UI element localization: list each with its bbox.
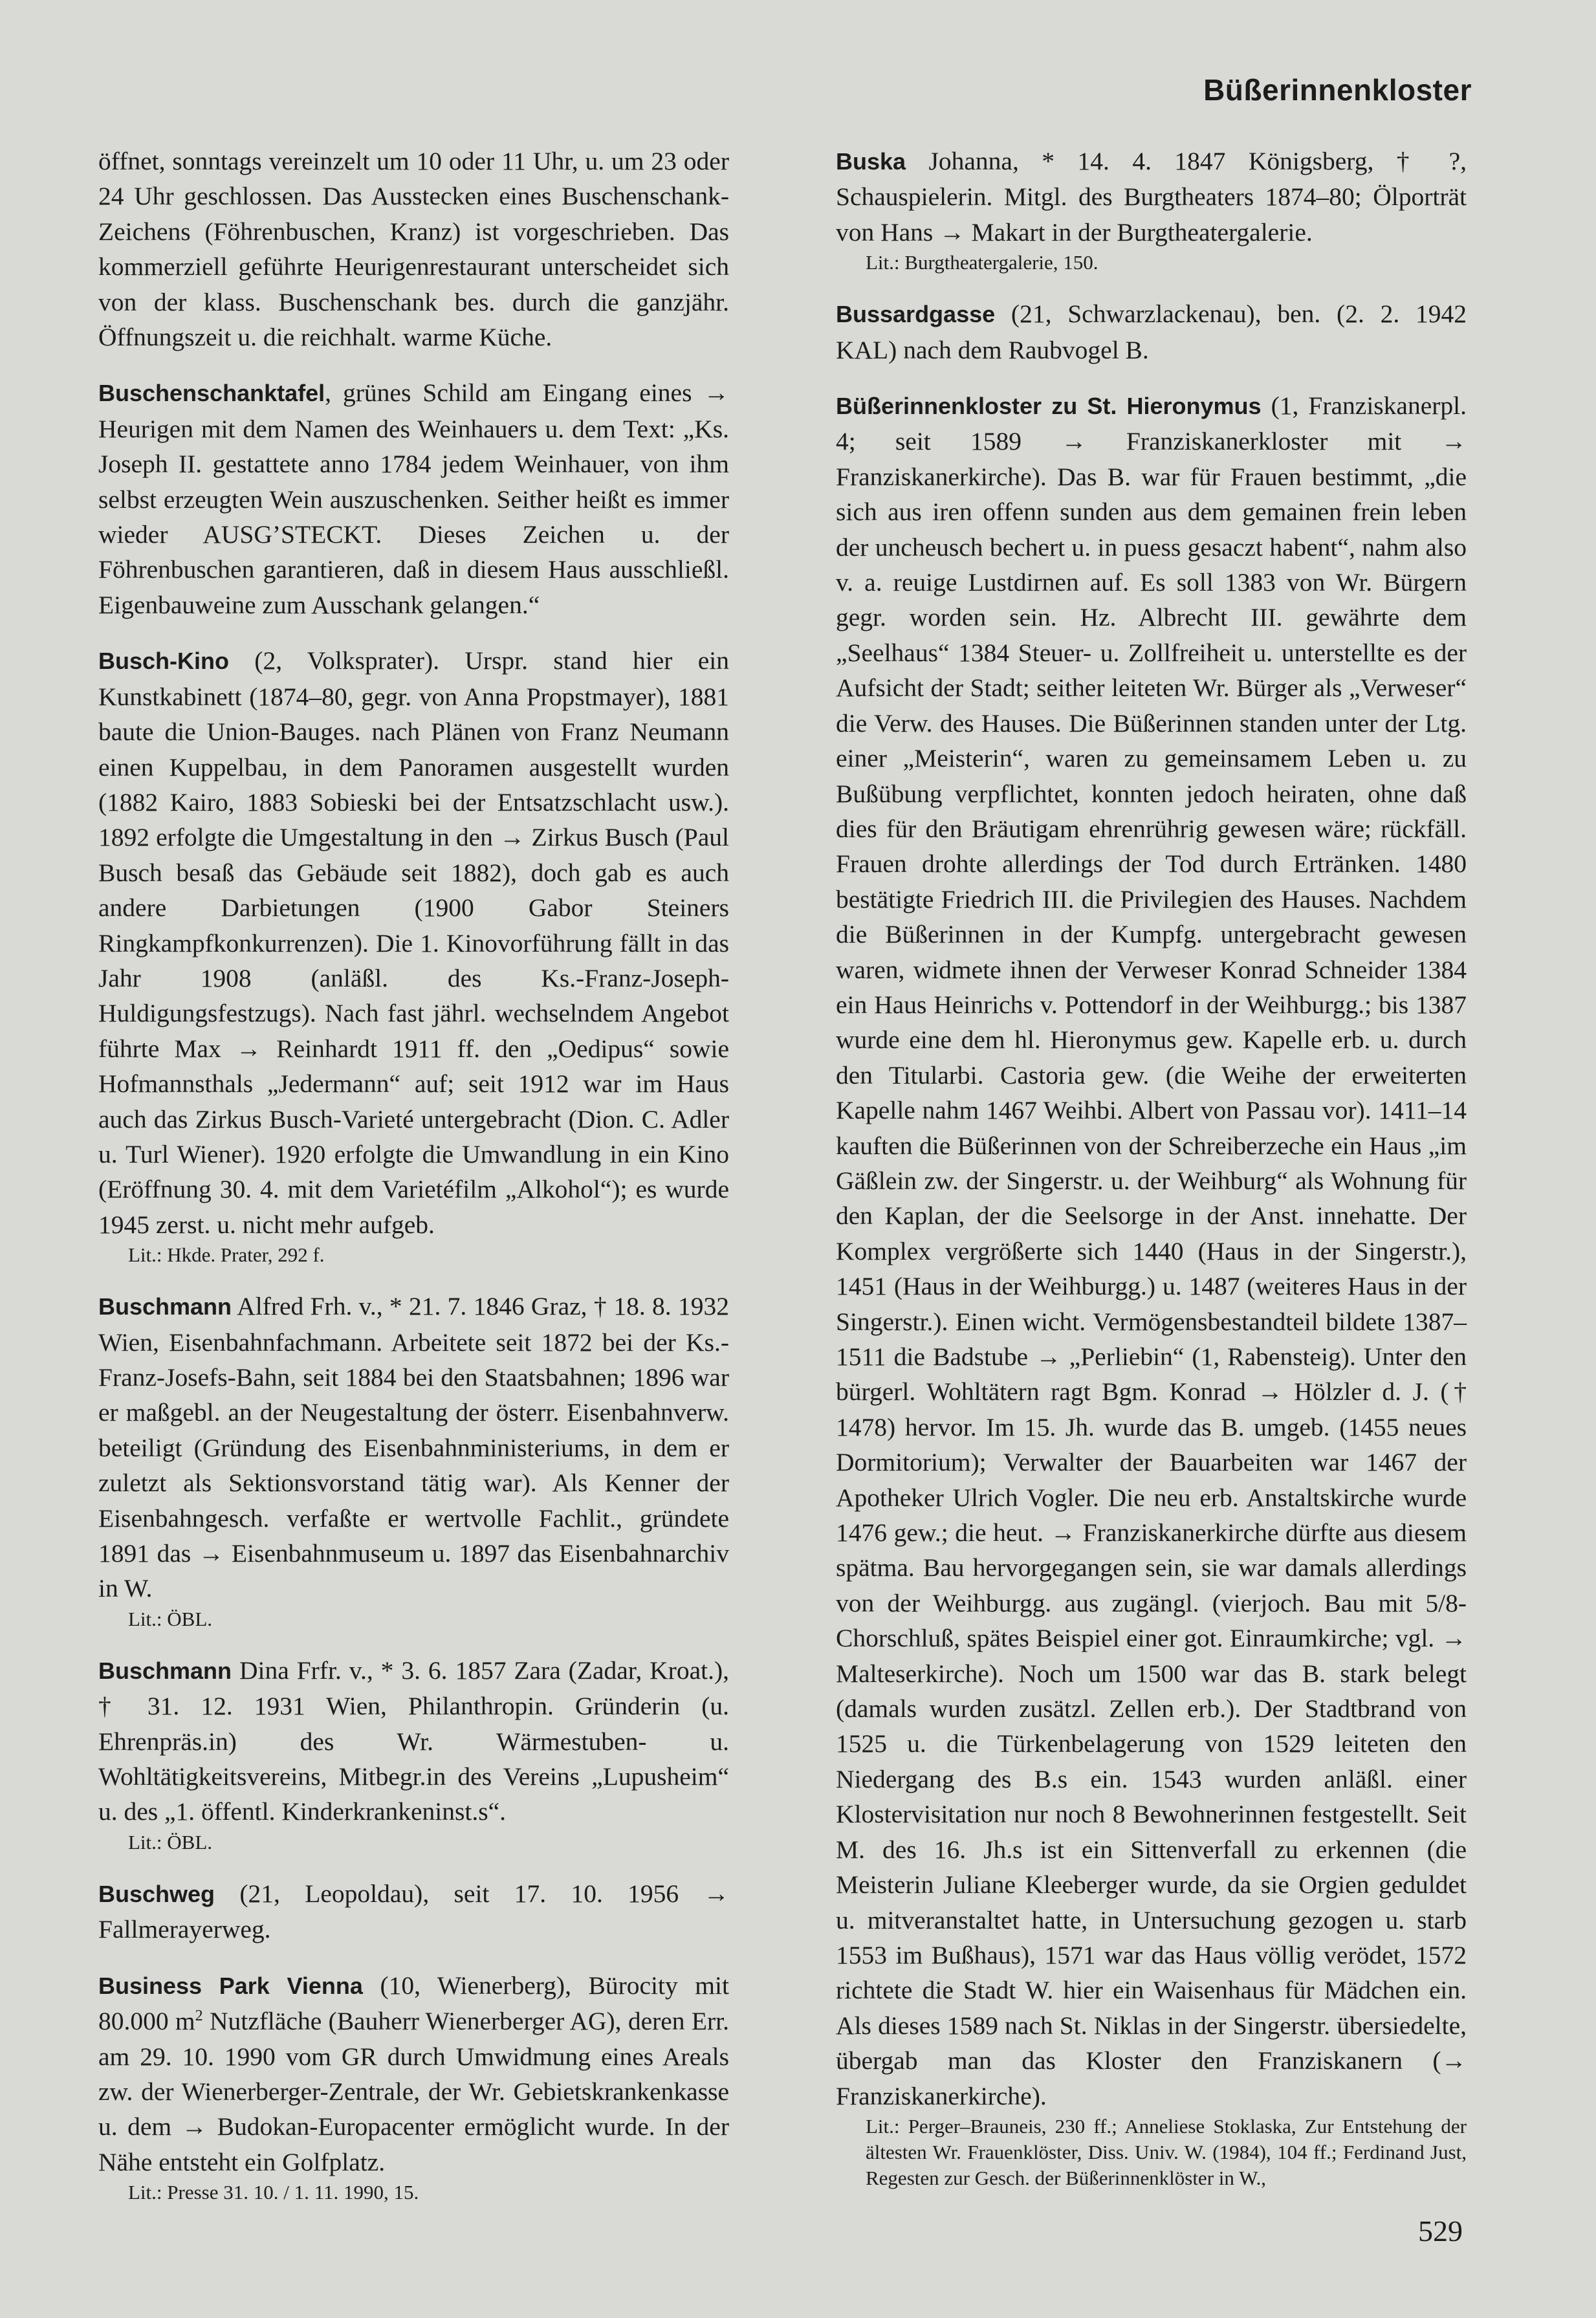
superscript: 2 xyxy=(195,2007,203,2024)
entry-text: , grünes Schild am Eingang eines → Heurigen mit dem Namen des Weinhauers u. dem Text: „Ks. Joseph II. gestattete anno 1784 jedem Weinhauer, von ihm selbst erzeugten Wein auszuschenken. Seither heißt es immer wieder AUSG’STECKT. Dieses Zeichen u. der Föhrenbuschen garantieren, daß in diesem Haus ausschließl. Eigenbauweine zum Ausschank gelangen.“ xyxy=(98,378,729,619)
entry-text: (10, Wienerberg), Bürocity mit 80.000 m xyxy=(98,1971,729,2036)
entry-text: Alfred Frh. v., * 21. 7. 1846 Graz, † 18. 8. 1932 Wien, Eisenbahnfachmann. Arbeitete seit 1872 bei der Ks.-Franz-Josefs-Bahn, seit 1884 bei den Staatsbahnen; 1896 war er maßgebl. an der Neugestaltung der österr. Eisenbahnverw. beteiligt (Gründung des Eisenbahnministeriums, in dem er zuletzt als Sektionsvorstand tätig war). Als Kenner der Eisenbahngesch. verfaßte er wertvolle Fachlit., gründete 1891 das → Eisenbahnmuseum u. 1897 das Eisenbahnarchiv in W. xyxy=(98,1292,729,1603)
entry-buschmann-alfred xyxy=(98,1289,729,1632)
entry-text: öffnet, sonntags vereinzelt um 10 oder 11 Uhr, u. um 23 oder 24 Uhr geschlossen. Das Ausstecken eines Buschenschank-Zeichens (Föhrenbuschen, Kranz) ist vorgeschrieben. Das kommerziell geführte Heurigenrestaurant unterscheidet sich von der klass. Buschenschank bes. durch die ganzjähr. Öffnungszeit u. die reichhalt. warme Küche. xyxy=(98,147,729,352)
entry-text: Johanna, * 14. 4. 1847 Königsberg, † ?, Schauspielerin. Mitgl. des Burgtheaters 1874–80; Ölporträt von Hans → Makart in der Burgtheatergalerie. xyxy=(836,147,1467,246)
entry-headword: Buska xyxy=(836,148,906,175)
entry-business-park-vienna xyxy=(98,1968,729,2205)
entry-headword: Bussardgasse xyxy=(836,301,996,328)
entry-headword: Business Park Vienna xyxy=(98,1972,363,1999)
page-number: 529 xyxy=(1418,2214,1463,2247)
entry-buska xyxy=(836,144,1467,276)
literature-reference: Lit.: ÖBL. xyxy=(128,1830,213,1853)
entry-headword: Buschenschanktafel xyxy=(98,380,325,407)
entry-headword: Buschmann xyxy=(98,1657,232,1684)
literature-reference: Lit.: ÖBL. xyxy=(128,1607,213,1630)
entry-buschenschanktafel xyxy=(98,375,729,622)
entry-headword: Buschmann xyxy=(98,1293,232,1320)
entry-text: (2, Volksprater). Urspr. stand hier ein Kunstkabinett (1874–80, gegr. von Anna Propstmayer), 1881 baute die Union-Bauges. nach Plänen von Franz Neumann einen Kuppelbau, in dem Panoramen ausgestellt wurden (1882 Kairo, 1883 Sobieski bei der Entsatzschlacht usw.). 1892 erfolgte die Umgestaltung in den → Zirkus Busch (Paul Busch besaß das Gebäude seit 1882), doch gab es auch andere Darbietungen (1900 Gabor Steiners Ringkampfkonkurrenzen). Die 1. Kinovorführung fällt in das Jahr 1908 (anläßl. des Ks.-Franz-Joseph-Huldigungsfestzugs). Nach fast jährl. wechselndem Angebot führte Max → Reinhardt 1911 ff. den „Oedipus“ sowie Hofmannsthals „Jedermann“ auf; seit 1912 war im Haus auch das Zirkus Busch-Varieté untergebracht (Dion. C. Adler u. Turl Wiener). 1920 erfolgte die Umwandlung in ein Kino (Eröffnung 30. 4. mit dem Varietéfilm „Alkohol“); es wurde 1945 zerst. u. nicht mehr aufgeb. xyxy=(98,646,729,1239)
entry-busch-kino xyxy=(98,643,729,1268)
entry-text: Dina Frfr. v., * 3. 6. 1857 Zara (Zadar, Kroat.), † 31. 12. 1931 Wien, Philanthropin. Gründerin (u. Ehrenpräs.in) des Wr. Wärmestuben- u. Wohltätigkeitsvereins, Mitbegr.in des Vereins „Lupusheim“ u. des „1. öffentl. Kinderkrankeninst.s“. xyxy=(98,1656,729,1826)
left-column xyxy=(98,144,729,2226)
entry-continuation xyxy=(98,144,729,355)
literature-reference: Lit.: Perger–Brauneis, 230 ff.; Anneliese Stoklaska, Zur Entstehung der ältesten Wr. Frauenklöster, Diss. Univ. W. (1984), 104 ff.; Ferdinand Just, Regesten zur Gesch. der Büßerinnenklöster in W., xyxy=(866,2114,1467,2189)
literature-reference: Lit.: Burgtheatergalerie, 150. xyxy=(866,251,1099,274)
entry-headword: Büßerinnenkloster zu St. Hieronymus xyxy=(836,393,1262,420)
entry-buschmann-dina xyxy=(98,1653,729,1855)
literature-reference: Lit.: Presse 31. 10. / 1. 11. 1990, 15. xyxy=(128,2181,419,2204)
literature-reference: Lit.: Hkde. Prater, 292 f. xyxy=(128,1243,325,1267)
right-column xyxy=(836,144,1467,2212)
entry-bussardgasse xyxy=(836,296,1467,367)
entry-text: (21, Schwarzlackenau), ben. (2. 2. 1942 KAL) nach dem Raubvogel B. xyxy=(836,300,1467,364)
entry-headword: Busch-Kino xyxy=(98,648,229,675)
entry-text: Nutzfläche (Bauherr Wienerberger AG), deren Err. am 29. 10. 1990 vom GR durch Umwidmung eines Areals zw. der Wienerberger-Zentrale, der Wr. Gebietskrankenkasse u. dem → Budokan-Europacenter ermöglicht wurde. In der Nähe entsteht ein Golfplatz. xyxy=(98,2007,729,2176)
entry-headword: Buschweg xyxy=(98,1880,215,1907)
entry-buschweg xyxy=(98,1876,729,1947)
entry-text: (1, Franziskanerpl. 4; seit 1589 → Franziskanerkloster mit → Franziskanerkirche). Das B. war für Frauen bestimmt, „die sich aus iren offenn sunden aus dem gemainen frein leben der uncheusch bechert u. in puess gesaczt habent“, nahm also v. a. reuige Lustdirnen auf. Es soll 1383 von Wr. Bürgern gegr. worden sein. Hz. Albrecht III. gewährte dem „Seelhaus“ 1384 Steuer- u. Zollfreiheit u. unterstellte es der Aufsicht der Stadt; seither leiteten Wr. Bürger als „Verweser“ die Verw. des Hauses. Die Büßerinnen standen unter der Ltg. einer „Meisterin“, waren zu gemeinsamem Leben u. zu Bußübung verpflichtet, konnten jedoch heiraten, ohne daß dies für den Bräutigam ehrenrührig gewesen wäre; rückfäll. Frauen drohte allerdings der Tod durch Ertränken. 1480 bestätigte Friedrich III. die Privilegien des Hauses. Nachdem die Büßerinnen in der Kumpfg. untergebracht gewesen waren, widmete ihnen der Verweser Konrad Schneider 1384 ein Haus Heinrichs v. Pottendorf in der Weihburgg.; bis 1387 wurde eine dem hl. Hieronymus gew. Kapelle erb. u. durch den Titularbi. Castoria gew. (die Weihe der erweiterten Kapelle nahm 1467 Weihbi. Albert von Passau vor). 1411–14 kauften die Büßerinnen von der Schreiberzeche ein Haus „im Gäßlein zw. der Singerstr. u. der Weihburg“ als Wohnung für den Kaplan, der die Seelsorge in der Anst. innehatte. Der Komplex vergrößerte sich 1440 (Haus in der Singerstr.), 1451 (Haus in der Weihburgg.) u. 1487 (weiteres Haus in der Singerstr.). Einen wicht. Vermögensbestandteil bildete 1387–1511 die Badstube → „Perliebin“ (1, Rabensteig). Unter den bürgerl. Wohltätern ragt Bgm. Konrad → Hölzler d. J. († 1478) hervor. Im 15. Jh. wurde das B. umgeb. (1455 neues Dormitorium); Verwalter der Bauarbeiten war 1467 der Apotheker Ulrich Vogler. Die neu erb. Anstaltskirche wurde 1476 gew.; die heut. → Franziskanerkirche dürfte aus diesem spätma. Bau hervorgegangen sein, sie war damals allerdings von der Weihburgg. aus zugängl. (vierjoch. Bau mit 5/8-Chorschluß, spätes Beispiel einer got. Einraumkirche; vgl. → Malteserkirche). Noch um 1500 war das B. stark belegt (damals wurden zusätzl. Zellen erb.). Der Stadtbrand von 1525 u. die Türkenbelagerung von 1529 leiteten den Niedergang des B.s ein. 1543 wurden anläßl. einer Klostervisitation nur noch 8 Bewohnerinnen festgestellt. Seit M. des 16. Jh.s ist ein Sittenverfall zu erkennen (die Meisterin Juliane Kleeberger wurde, da sie Orgien geduldet u. mitveranstaltet hatte, in Untersuchung gezogen u. starb 1553 im Bußhaus), 1571 war das Haus völlig verödet, 1572 richtete die Stadt W. hier ein Waisenhaus für Mädchen ein. Als dieses 1589 nach St. Niklas in der Singerstr. übersiedelte, übergab man das Kloster den Franziskanern (→ Franziskanerkirche). xyxy=(836,391,1467,2110)
entry-text: (21, Leopoldau), seit 17. 10. 1956 → Fallmerayerweg. xyxy=(98,1879,729,1944)
running-head: Büßerinnenkloster xyxy=(1203,73,1472,107)
entry-buesserinnenkloster xyxy=(836,388,1467,2191)
